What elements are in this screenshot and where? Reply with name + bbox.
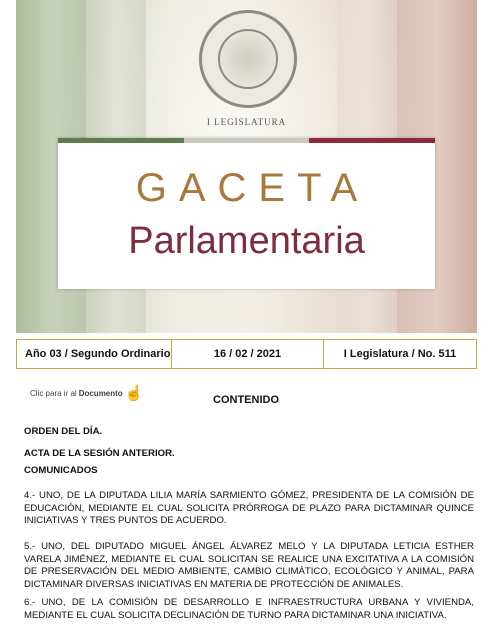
flag-stripe-green xyxy=(58,138,184,143)
congress-seal-logo xyxy=(199,10,297,108)
cover-banner xyxy=(16,0,477,333)
list-item: 5.- UNO, DEL DIPUTADO MIGUEL ÁNGEL ÁLVAREZ MELO Y LA DIPUTADA LETICIA ESTHER VARELA JIMÉNEZ, MEDIANTE EL CUAL SOLICITAN SE REALICE UNA EXCITATIVA A LA COMISIÓN DE PRESERVACIÓN DEL MEDIO AMBIENTE, CAMBIO CLIMÁTICO, ECOLÓGICO Y ANIMAL, PARA DICTAMINAR DIVERSAS INICIATIVAS EN MATERIA DE PROTECCIÓN DE ANIMALES. xyxy=(24,541,474,590)
issue-label: I Legislatura / No. 511 xyxy=(343,348,457,360)
flag-stripe-white xyxy=(184,138,310,143)
period-label: Año 03 / Segundo Ordinario xyxy=(17,340,172,368)
doc-link-prefix: Clic para ir al xyxy=(30,389,77,398)
acta-sesion-anterior: ACTA DE LA SESIÓN ANTERIOR. xyxy=(24,448,175,459)
date-label: 16 / 02 / 2021 xyxy=(172,340,324,368)
title-gaceta: GACETA xyxy=(135,166,370,210)
list-item: 6.- UNO, DE LA COMISIÓN DE DESARROLLO E INFRAESTRUCTURA URBANA Y VIVIENDA, MEDIANTE EL CUAL SOLICITA DECLINACIÓN DE TURNO PARA DICTAMINAR UNA INICIATIVA. xyxy=(24,597,474,621)
comunicados-heading: COMUNICADOS xyxy=(24,465,98,476)
eagle-emblem-icon xyxy=(218,29,278,89)
doc-link-label: Documento xyxy=(78,389,123,398)
contents-heading: CONTENIDO xyxy=(213,394,279,406)
title-card xyxy=(58,138,435,289)
flag-stripe-red xyxy=(309,138,435,143)
title-parlamentaria: Parlamentaria xyxy=(128,220,365,262)
orden-del-dia: ORDEN DEL DÍA. xyxy=(24,426,103,437)
list-item: 4.- UNO, DE LA DIPUTADA LILIA MARÍA SARMIENTO GÓMEZ, PRESIDENTA DE LA COMISIÓN DE EDUCACIÓN, MEDIANTE EL CUAL SOLICITA PRÓRROGA DE PLAZO PARA DICTAMINAR QUINCE INICIATIVAS Y TRES PUNTOS DE ACUERDO. xyxy=(24,490,474,527)
pointer-hand-icon: ☝ xyxy=(124,385,144,402)
legislature-label: I LEGISLATURA xyxy=(206,117,287,127)
issue-info-bar xyxy=(16,339,477,369)
